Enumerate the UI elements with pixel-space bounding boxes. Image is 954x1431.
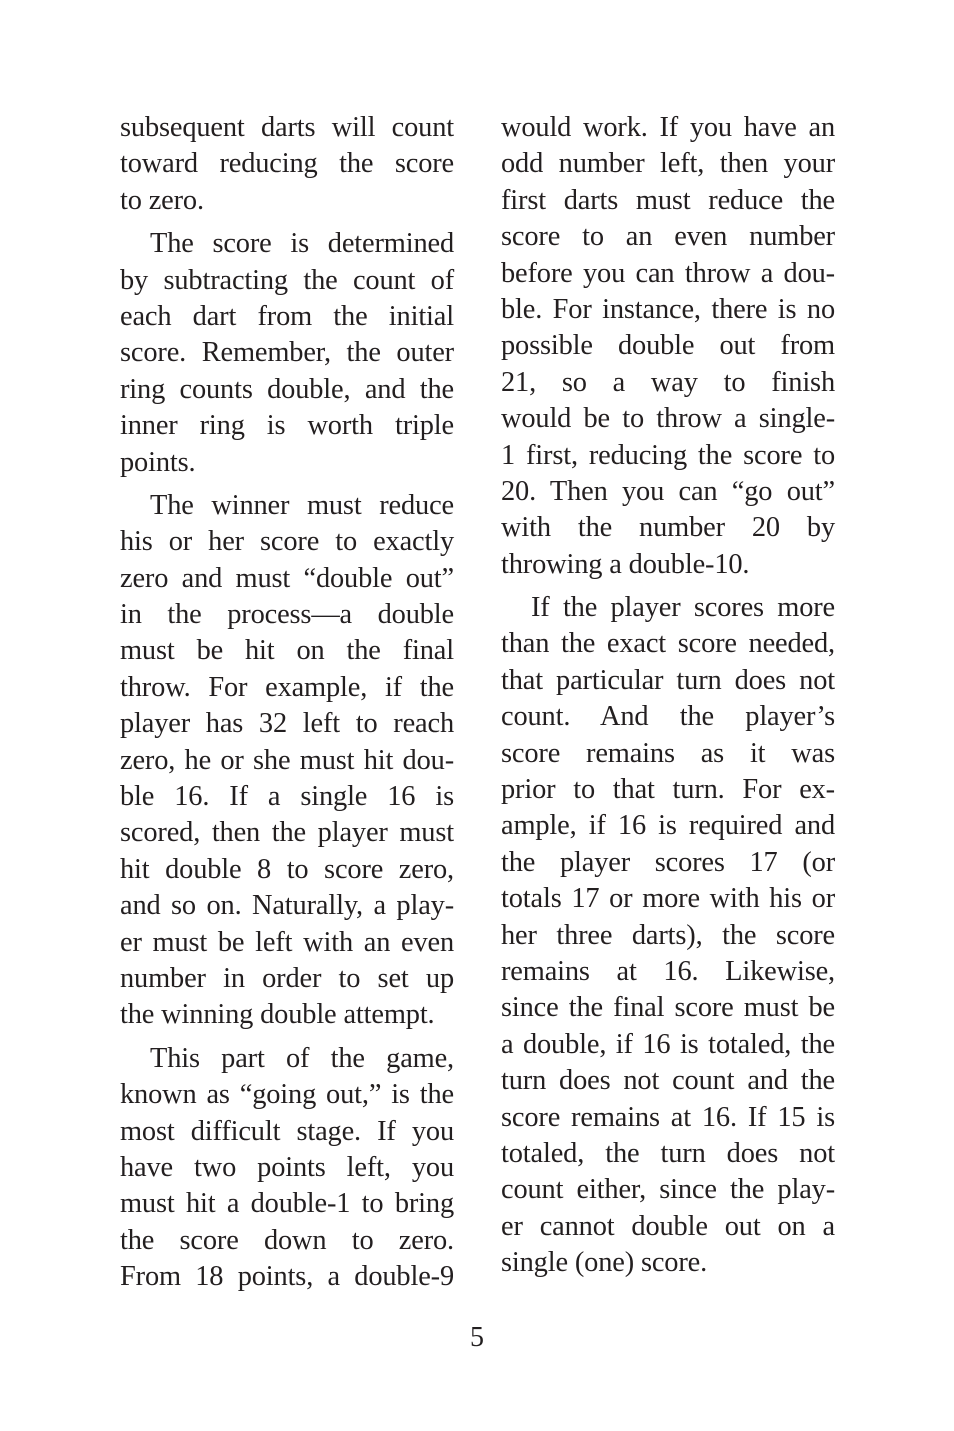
text-line: a double, if 16 is totaled, the	[501, 1028, 835, 1060]
text-line: remains at 16. Likewise,	[501, 955, 835, 987]
text-line: score. Remember, the outer	[120, 337, 454, 369]
text-line: totaled, the turn does not	[501, 1137, 835, 1169]
text-line: and so on. Naturally, a play-	[120, 890, 454, 922]
paragraph	[120, 226, 454, 481]
text-line: 21, so a way to finish	[501, 366, 835, 398]
left-column	[120, 110, 454, 1296]
text-line: first darts must reduce the	[501, 184, 835, 216]
text-line: toward reducing the score	[120, 148, 454, 180]
text-line: The winner must reduce	[150, 489, 454, 521]
text-line: since the final score must be	[501, 992, 835, 1024]
text-line: each dart from the initial	[120, 300, 454, 332]
paragraph-gap	[120, 481, 454, 488]
text-line: zero and must “double out”	[120, 562, 454, 594]
text-line: must hit a double-1 to bring	[120, 1188, 454, 1220]
text-line: ble 16. If a single 16 is	[120, 781, 454, 813]
text-line: most difficult stage. If you	[120, 1115, 454, 1147]
text-line: before you can throw a dou-	[501, 257, 835, 289]
text-line: ample, if 16 is required and	[501, 810, 835, 842]
text-line: score to an even number	[501, 221, 835, 253]
text-line: the player scores 17 (or	[501, 846, 835, 878]
text-line: throwing a double-10.	[501, 548, 750, 580]
text-line: to zero.	[120, 184, 204, 216]
text-line: player has 32 left to reach	[120, 708, 454, 740]
page-number: 5	[470, 1322, 484, 1353]
text-line: hit double 8 to score zero,	[120, 853, 454, 885]
text-line: number in order to set up	[120, 962, 454, 994]
text-line: in the process—a double	[120, 599, 454, 631]
text-line: er must be left with an even	[120, 926, 454, 958]
text-line: the score down to zero.	[120, 1224, 454, 1256]
paragraph-gap	[120, 1034, 454, 1041]
text-line: possible double out from	[501, 330, 835, 362]
text-line: The score is determined	[150, 228, 454, 260]
text-line: that particular turn does not	[501, 664, 835, 696]
text-line: would be to throw a single-	[501, 403, 835, 435]
text-line: have two points left, you	[120, 1151, 454, 1183]
text-line: If the player scores more	[531, 592, 835, 624]
text-line: 20. Then you can “go out”	[501, 475, 835, 507]
text-line: known as “going out,” is the	[120, 1079, 454, 1111]
text-line: turn does not count and the	[501, 1065, 835, 1097]
text-line: points.	[120, 446, 196, 478]
paragraph	[120, 488, 454, 1034]
text-line: with the number 20 by	[501, 512, 835, 544]
paragraph	[501, 590, 835, 1281]
text-line: scored, then the player must	[120, 817, 454, 849]
text-line: ble. For instance, there is no	[501, 293, 835, 325]
text-line: totals 17 or more with his or	[501, 883, 835, 915]
text-line: prior to that turn. For ex-	[501, 774, 835, 806]
text-line: ring counts double, and the	[120, 373, 454, 405]
paragraph	[501, 110, 835, 583]
text-line: count either, since the play-	[501, 1174, 835, 1206]
text-line: count. And the player’s	[501, 701, 835, 733]
text-line: than the exact score needed,	[501, 628, 835, 660]
text-line: 1 first, reducing the score to	[501, 439, 835, 471]
text-line: score remains at 16. If 15 is	[501, 1101, 835, 1133]
text-line: the winning double attempt.	[120, 999, 435, 1031]
paragraph	[120, 110, 454, 219]
text-line: er cannot double out on a	[501, 1210, 835, 1242]
text-line: subsequent darts will count	[120, 112, 454, 143]
text-line: inner ring is worth triple	[120, 410, 454, 442]
paragraph-gap	[501, 583, 835, 590]
paragraph-gap	[120, 219, 454, 226]
text-line: zero, he or she must hit dou-	[120, 744, 454, 776]
text-line: This part of the game,	[150, 1042, 454, 1074]
text-line: his or her score to exactly	[120, 526, 454, 558]
text-line: single (one) score.	[501, 1247, 708, 1279]
text-line: odd number left, then your	[501, 148, 835, 180]
text-line: by subtracting the count of	[120, 264, 454, 296]
paragraph	[120, 1041, 454, 1296]
text-line: would work. If you have an	[501, 112, 835, 143]
text-line: must be hit on the final	[120, 635, 454, 667]
text-line: throw. For example, if the	[120, 671, 454, 703]
right-column	[501, 110, 835, 1282]
text-line: From 18 points, a double-9	[120, 1261, 454, 1293]
text-line: score remains as it was	[501, 737, 835, 769]
text-line: her three darts), the score	[501, 919, 835, 951]
